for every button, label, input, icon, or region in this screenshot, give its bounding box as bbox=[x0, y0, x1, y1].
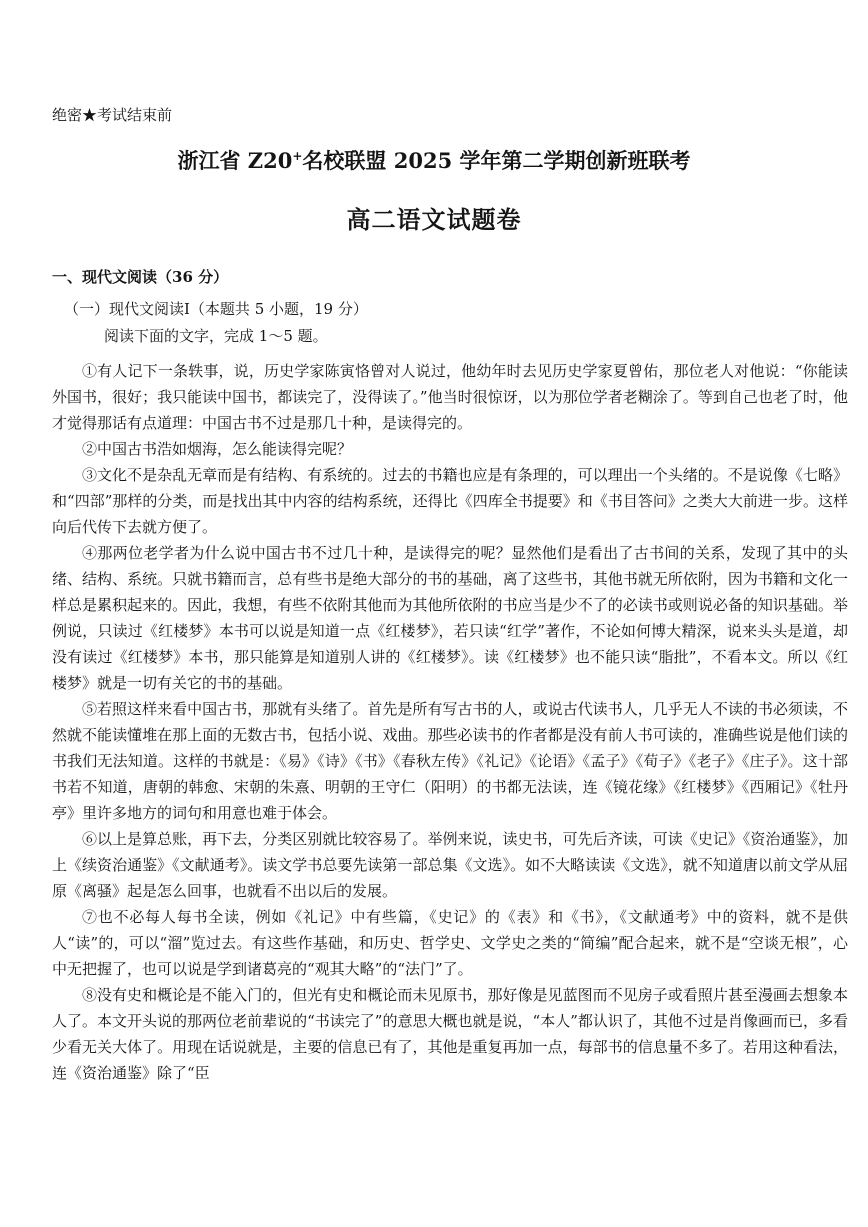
confidential-label: 绝密★考试结束前 bbox=[52, 106, 173, 124]
section-heading: 一、现代文阅读（36 分） bbox=[52, 268, 229, 286]
exam-title-suffix: 名校联盟 2025 学年第二学期创新班联考 bbox=[302, 148, 691, 173]
exam-title bbox=[0, 145, 868, 175]
paragraph-4: ④那两位老学者为什么说中国古书不过几十种，是读得完的呢？显然他们是看出了古书间的关系，发现了其中的头绪、结构、系统。只就书籍而言，总有些书是绝大部分的书的基础，离了这些书，其他书就无所依附，因为书籍和文化一样总是累积起来的。因此，我想，有些不依附其他而为其他所依附的书应当是少不了的必读书或则说必备的知识基础。举例说，只读过《红楼梦》本书可以说是知道一点《红楼梦》，若只读“红学”著作，不论如何博大精深，说来头头是道，却没有读过《红楼梦》本书，那只能算是知道别人讲的《红楼梦》。读《红楼梦》也不能只读“脂批”，不看本文。所以《红楼梦》就是一切有关它的书的基础。 bbox=[52, 544, 848, 692]
exam-title-prefix: 浙江省 Z20 bbox=[177, 148, 293, 173]
section-subheading: （一）现代文阅读Ⅰ（本题共 5 小题，19 分） bbox=[64, 300, 368, 318]
reading-instruction: 阅读下面的文字，完成 1～5 题。 bbox=[104, 327, 328, 345]
paragraph-8: ⑧没有史和概论是不能入门的，但光有史和概论而未见原书，那好像是见蓝图而不见房子或看照片甚至漫画去想象本人了。本文开头说的那两位老前辈说的“书读完了”的意思大概也就是说，“本人”都认识了，其他不过是肖像画而已，多看少看无关大体了。用现在话说就是，主要的信息已有了，其他是重复再加一点，每部书的信息量不多了。若用这种看法，连《资治通鉴》除了“臣 bbox=[52, 986, 848, 1082]
paragraph-3: ③文化不是杂乱无章而是有结构、有系统的。过去的书籍也应是有条理的，可以理出一个头绪的。不是说像《七略》和“四部”那样的分类，而是找出其中内容的结构系统，还得比《四库全书提要》和《书目答问》之类大大前进一步。这样向后代传下去就方便了。 bbox=[52, 466, 848, 536]
exam-title-sup: + bbox=[292, 149, 303, 163]
paragraph-6: ⑥以上是算总账，再下去，分类区别就比较容易了。举例来说，读史书，可先后齐读，可读《史记》《资治通鉴》，加上《续资治通鉴》《文献通考》。读文学书总要先读第一部总集《文选》。如不大略读读《文选》，就不知道唐以前文学从屈原《离骚》起是怎么回事，也就看不出以后的发展。 bbox=[52, 830, 848, 900]
exam-subtitle: 高二语文试题卷 bbox=[346, 205, 522, 234]
paragraph-5: ⑤若照这样来看中国古书，那就有头绪了。首先是所有写古书的人，或说古代读书人，几乎无人不读的书必须读，不然就不能读懂堆在那上面的无数古书，包括小说、戏曲。那些必读书的作者都是没有前人书可读的，准确些说是他们读的书我们无法知道。这样的书就是：《易》《诗》《书》《春秋左传》《礼记》《论语》《孟子》《荀子》《老子》《庄子》。这十部书若不知道，唐朝的韩愈、宋朝的朱熹、明朝的王守仁（阳明）的书都无法读，连《镜花缘》《红楼梦》《西厢记》《牡丹亭》里许多地方的词句和用意也难于体会。 bbox=[52, 700, 848, 822]
paragraph-1: ①有人记下一条轶事，说，历史学家陈寅恪曾对人说过，他幼年时去见历史学家夏曾佑，那位老人对他说：“你能读外国书，很好；我只能读中国书，都读完了，没得读了。”他当时很惊讶，以为那位学者老糊涂了。等到自己也老了时，他才觉得那话有点道理：中国古书不过是那几十种，是读得完的。 bbox=[52, 362, 848, 432]
paragraph-7: ⑦也不必每人每书全读，例如《礼记》中有些篇，《史记》的《表》和《书》，《文献通考》中的资料，就不是供人“读”的，可以“溜”览过去。有这些作基础，和历史、哲学史、文学史之类的“简编”配合起来，就不是“空谈无根”，心中无把握了，也可以说是学到诸葛亮的“观其大略”的“法门”了。 bbox=[52, 908, 848, 978]
passage-body bbox=[52, 358, 848, 1086]
paragraph-2: ②中国古书浩如烟海，怎么能读得完呢？ bbox=[82, 440, 353, 458]
